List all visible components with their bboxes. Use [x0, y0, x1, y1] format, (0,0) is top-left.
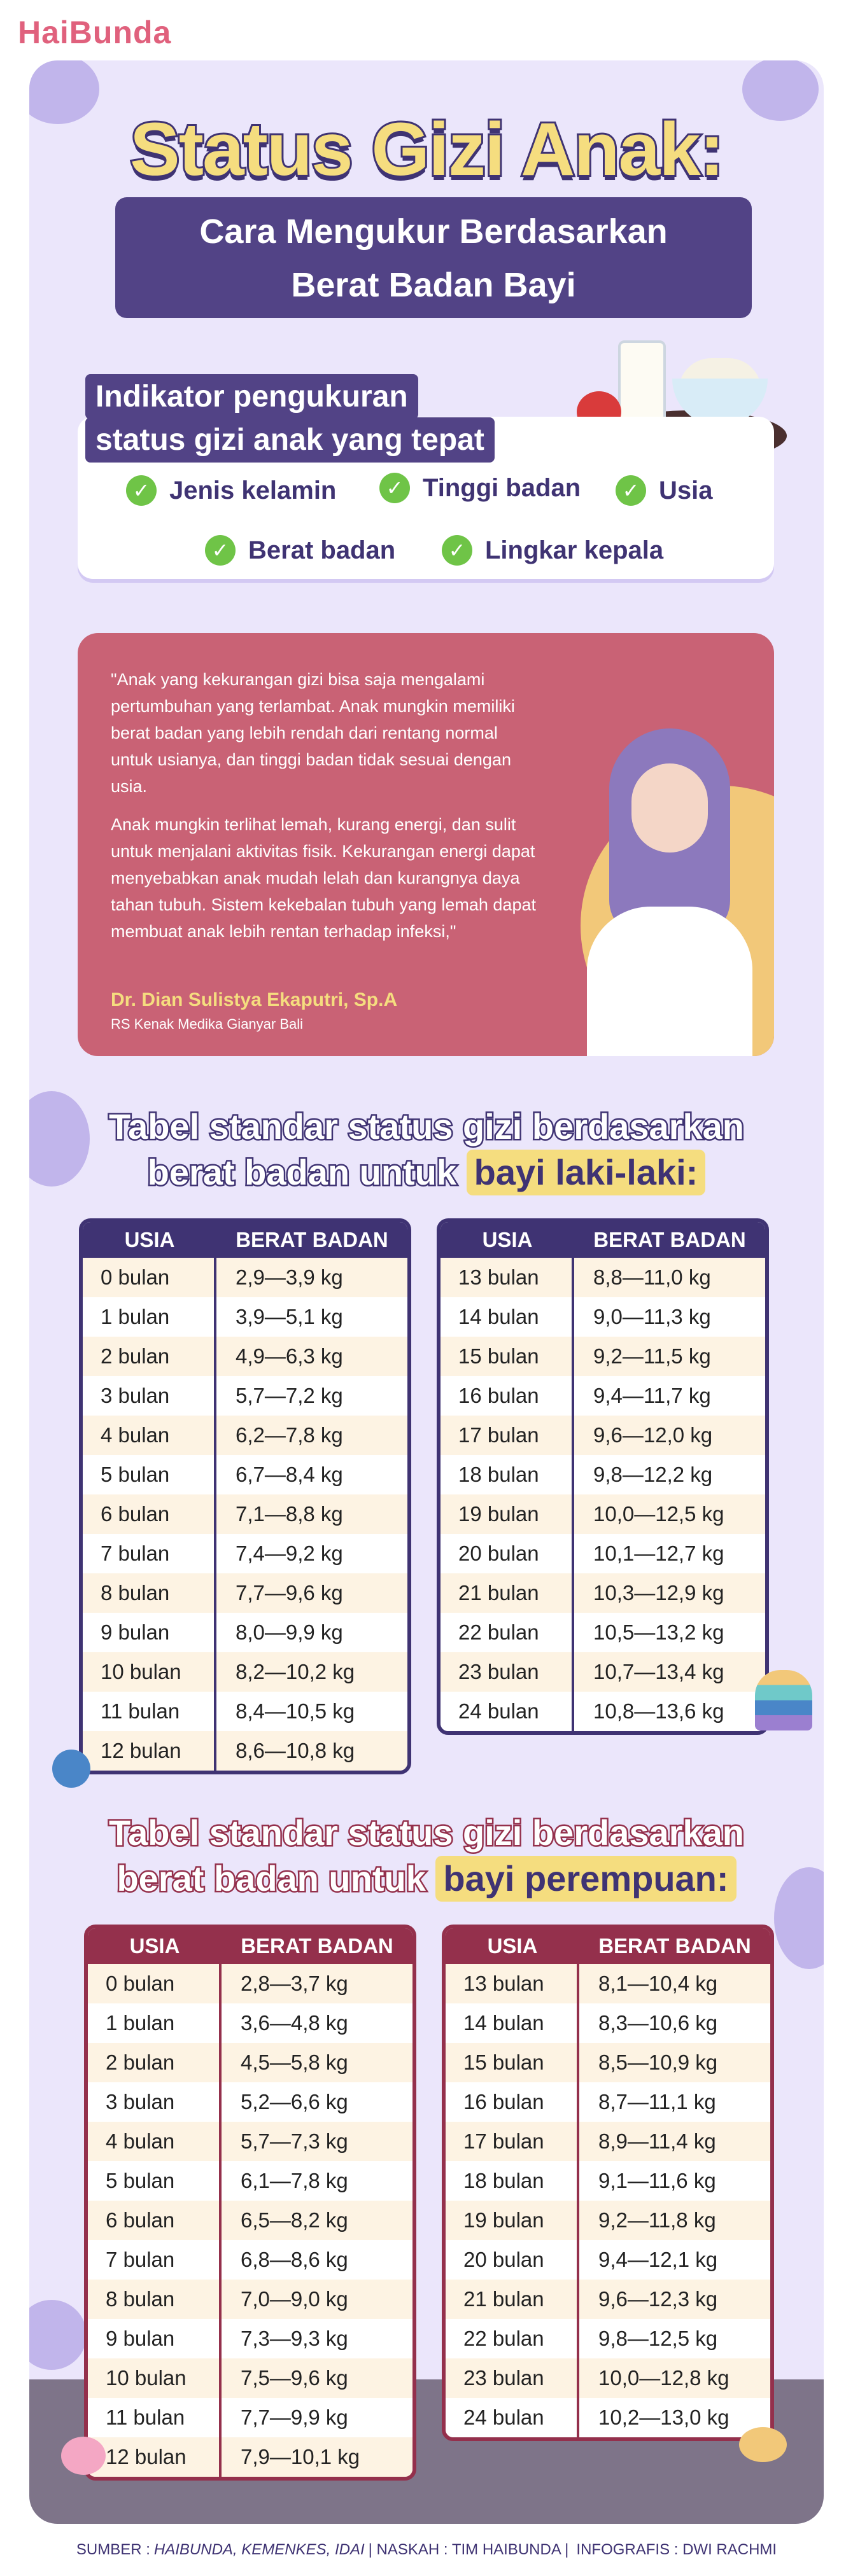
age-cell: 11 bulan: [88, 2398, 222, 2437]
table-row: [441, 1258, 765, 1297]
indicator-item: [442, 535, 663, 566]
quote-text: [111, 666, 544, 956]
table-row: [88, 1964, 412, 2003]
table-row: [83, 1258, 407, 1297]
doctor-photo: [587, 907, 752, 1056]
weight-cell: 9,6—12,3 kg: [579, 2280, 770, 2319]
weight-cell: 7,1—8,8 kg: [216, 1494, 407, 1534]
table-row: [446, 2398, 770, 2437]
table-row: [88, 2122, 412, 2161]
logo: HaiBunda: [18, 15, 172, 50]
table-row: [88, 2201, 412, 2240]
expert-quote-card: [78, 633, 774, 1056]
footer-source-label: SUMBER :: [76, 2541, 150, 2558]
table-row: [446, 1964, 770, 2003]
age-cell: 6 bulan: [83, 1494, 216, 1534]
weight-cell: 7,7—9,9 kg: [222, 2398, 412, 2437]
boys-title-prefix: berat badan untuk: [147, 1152, 457, 1192]
weight-cell: 9,1—11,6 kg: [579, 2161, 770, 2201]
check-circle-icon: ✓: [379, 473, 410, 503]
age-cell: 18 bulan: [441, 1455, 574, 1494]
subtitle-line-2: Berat Badan Bayi: [291, 266, 576, 304]
girls-title-prefix: berat badan untuk: [116, 1858, 426, 1898]
weight-cell: 9,2—11,5 kg: [574, 1337, 765, 1376]
weight-cell: 9,2—11,8 kg: [579, 2201, 770, 2240]
age-cell: 0 bulan: [83, 1258, 216, 1297]
table-row: [446, 2122, 770, 2161]
weight-cell: 3,6—4,8 kg: [222, 2003, 412, 2043]
table-row: [83, 1652, 407, 1692]
indicator-label: Tinggi badan: [423, 473, 581, 502]
indicator-item: [126, 475, 336, 506]
weight-cell: 7,7—9,6 kg: [216, 1573, 407, 1613]
table-row: [446, 2358, 770, 2398]
indicator-item: [205, 535, 395, 566]
weight-cell: 7,0—9,0 kg: [222, 2280, 412, 2319]
table-row: [83, 1376, 407, 1416]
age-cell: 21 bulan: [446, 2280, 579, 2319]
weight-cell: 8,8—11,0 kg: [574, 1258, 765, 1297]
butterfly-icon: [61, 2437, 106, 2475]
col-age-header: USIA: [88, 1928, 222, 1964]
table-row: [441, 1573, 765, 1613]
table-row: [88, 2437, 412, 2477]
table-row: [441, 1534, 765, 1573]
age-cell: 3 bulan: [88, 2082, 222, 2122]
weight-cell: 2,9—3,9 kg: [216, 1258, 407, 1297]
age-cell: 15 bulan: [441, 1337, 574, 1376]
boys-table-left: [79, 1218, 411, 1774]
table-row: [83, 1455, 407, 1494]
age-cell: 8 bulan: [83, 1573, 216, 1613]
col-weight-header: BERAT BADAN: [574, 1222, 765, 1258]
age-cell: 10 bulan: [88, 2358, 222, 2398]
table-row: [88, 2358, 412, 2398]
weight-cell: 10,7—13,4 kg: [574, 1652, 765, 1692]
indicator-label: Jenis kelamin: [169, 476, 337, 505]
weight-cell: 10,3—12,9 kg: [574, 1573, 765, 1613]
age-cell: 5 bulan: [83, 1455, 216, 1494]
table-row: [446, 2082, 770, 2122]
weight-cell: 10,2—13,0 kg: [579, 2398, 770, 2437]
table-row: [441, 1692, 765, 1731]
subtitle-box: [115, 197, 752, 318]
age-cell: 7 bulan: [88, 2240, 222, 2280]
boys-title-highlight: bayi laki-laki:: [467, 1150, 706, 1195]
weight-cell: 8,2—10,2 kg: [216, 1652, 407, 1692]
girls-table-left: [84, 1925, 416, 2481]
col-age-header: USIA: [446, 1928, 579, 1964]
age-cell: 2 bulan: [83, 1337, 216, 1376]
footer: [0, 2524, 853, 2576]
weight-cell: 10,0—12,5 kg: [574, 1494, 765, 1534]
table-row: [83, 1297, 407, 1337]
weight-cell: 6,7—8,4 kg: [216, 1455, 407, 1494]
age-cell: 6 bulan: [88, 2201, 222, 2240]
weight-cell: 7,5—9,6 kg: [222, 2358, 412, 2398]
weight-cell: 5,7—7,2 kg: [216, 1376, 407, 1416]
table-row: [88, 2240, 412, 2280]
indicator-label-line-2: status gizi anak yang tepat: [85, 417, 495, 463]
weight-cell: 9,8—12,2 kg: [574, 1455, 765, 1494]
age-cell: 19 bulan: [446, 2201, 579, 2240]
weight-cell: 8,7—11,1 kg: [579, 2082, 770, 2122]
indicator-label-line-1: Indikator pengukuran: [85, 374, 418, 419]
table-row: [83, 1416, 407, 1455]
quote-author: Dr. Dian Sulistya Ekaputri, Sp.A: [111, 989, 398, 1010]
age-cell: 4 bulan: [88, 2122, 222, 2161]
age-cell: 8 bulan: [88, 2280, 222, 2319]
age-cell: 9 bulan: [83, 1613, 216, 1652]
table-row: [446, 2240, 770, 2280]
table-row: [441, 1494, 765, 1534]
weight-cell: 8,0—9,9 kg: [216, 1613, 407, 1652]
age-cell: 2 bulan: [88, 2043, 222, 2082]
weight-cell: 6,1—7,8 kg: [222, 2161, 412, 2201]
check-circle-icon: ✓: [126, 475, 157, 506]
table-row: [446, 2161, 770, 2201]
table-row: [446, 2280, 770, 2319]
age-cell: 14 bulan: [446, 2003, 579, 2043]
table-row: [446, 2319, 770, 2358]
table-row: [83, 1573, 407, 1613]
weight-cell: 4,5—5,8 kg: [222, 2043, 412, 2082]
stacking-toy-icon: [755, 1670, 812, 1730]
age-cell: 17 bulan: [441, 1416, 574, 1455]
age-cell: 13 bulan: [446, 1964, 579, 2003]
weight-cell: 10,5—13,2 kg: [574, 1613, 765, 1652]
table-row: [88, 2082, 412, 2122]
table-header-row: [446, 1928, 770, 1964]
age-cell: 7 bulan: [83, 1534, 216, 1573]
age-cell: 24 bulan: [441, 1692, 574, 1731]
boys-table-right: [437, 1218, 769, 1735]
weight-cell: 5,7—7,3 kg: [222, 2122, 412, 2161]
table-row: [88, 2043, 412, 2082]
table-row: [446, 2003, 770, 2043]
age-cell: 20 bulan: [441, 1534, 574, 1573]
table-row: [88, 2161, 412, 2201]
age-cell: 1 bulan: [83, 1297, 216, 1337]
age-cell: 4 bulan: [83, 1416, 216, 1455]
col-age-header: USIA: [83, 1222, 216, 1258]
table-row: [441, 1455, 765, 1494]
table-row: [441, 1416, 765, 1455]
weight-cell: 8,6—10,8 kg: [216, 1731, 407, 1771]
check-circle-icon: ✓: [205, 535, 236, 566]
age-cell: 19 bulan: [441, 1494, 574, 1534]
indicator-label: Berat badan: [248, 536, 396, 564]
table-row: [441, 1652, 765, 1692]
age-cell: 24 bulan: [446, 2398, 579, 2437]
girls-table-right: [442, 1925, 774, 2441]
weight-cell: 7,9—10,1 kg: [222, 2437, 412, 2477]
table-row: [88, 2398, 412, 2437]
age-cell: 0 bulan: [88, 1964, 222, 2003]
col-weight-header: BERAT BADAN: [216, 1222, 407, 1258]
table-row: [83, 1337, 407, 1376]
weight-cell: 2,8—3,7 kg: [222, 1964, 412, 2003]
subtitle-line-1: Cara Mengukur Berdasarkan: [199, 212, 668, 251]
weight-cell: 9,6—12,0 kg: [574, 1416, 765, 1455]
table-header-row: [83, 1222, 407, 1258]
quote-institution: RS Kenak Medika Gianyar Bali: [111, 1016, 304, 1032]
indicator-label: Usia: [659, 476, 713, 505]
col-age-header: USIA: [441, 1222, 574, 1258]
age-cell: 12 bulan: [88, 2437, 222, 2477]
header: [0, 0, 853, 60]
table-row: [83, 1534, 407, 1573]
footer-writer: | NASKAH : TIM HAIBUNDA |: [368, 2541, 569, 2558]
weight-cell: 9,4—12,1 kg: [579, 2240, 770, 2280]
age-cell: 5 bulan: [88, 2161, 222, 2201]
table-row: [441, 1337, 765, 1376]
table-header-row: [88, 1928, 412, 1964]
footer-graphics: INFOGRAFIS : DWI RACHMI: [576, 2541, 777, 2558]
check-circle-icon: ✓: [442, 535, 472, 566]
table-row: [441, 1376, 765, 1416]
decor-blob-lower-left: [29, 2300, 87, 2370]
boys-title-line-1: Tabel standar status gizi berdasarkan: [109, 1106, 744, 1146]
age-cell: 16 bulan: [441, 1376, 574, 1416]
weight-cell: 4,9—6,3 kg: [216, 1337, 407, 1376]
bee-icon: [739, 2427, 787, 2462]
table-row: [83, 1613, 407, 1652]
weight-cell: 8,4—10,5 kg: [216, 1692, 407, 1731]
weight-cell: 8,5—10,9 kg: [579, 2043, 770, 2082]
table-row: [446, 2201, 770, 2240]
weight-cell: 10,1—12,7 kg: [574, 1534, 765, 1573]
weight-cell: 8,3—10,6 kg: [579, 2003, 770, 2043]
weight-cell: 7,4—9,2 kg: [216, 1534, 407, 1573]
age-cell: 20 bulan: [446, 2240, 579, 2280]
weight-cell: 3,9—5,1 kg: [216, 1297, 407, 1337]
age-cell: 16 bulan: [446, 2082, 579, 2122]
age-cell: 22 bulan: [441, 1613, 574, 1652]
col-weight-header: BERAT BADAN: [579, 1928, 770, 1964]
age-cell: 14 bulan: [441, 1297, 574, 1337]
table-row: [83, 1494, 407, 1534]
table-row: [83, 1692, 407, 1731]
age-cell: 13 bulan: [441, 1258, 574, 1297]
weight-cell: 9,0—11,3 kg: [574, 1297, 765, 1337]
table-header-row: [441, 1222, 765, 1258]
table-row: [88, 2319, 412, 2358]
check-circle-icon: ✓: [616, 475, 646, 506]
table-row: [446, 2043, 770, 2082]
page-title: Status Gizi Anak:: [129, 108, 723, 191]
age-cell: 15 bulan: [446, 2043, 579, 2082]
quote-paragraph-1: "Anak yang kekurangan gizi bisa saja mengalami pertumbuhan yang terlambat. Anak mungkin memiliki berat badan yang lebih rendah dari rentang normal untuk usianya, dan tinggi badan tidak sesuai dengan usia.: [111, 670, 515, 796]
age-cell: 23 bulan: [441, 1652, 574, 1692]
table-row: [88, 2003, 412, 2043]
quote-paragraph-2: Anak mungkin terlihat lemah, kurang energi, dan sulit untuk menjalani aktivitas fisik. Kekurangan energi dapat menyebabkan anak mudah lelah dan kurangnya daya tahan tubuh. Sistem kekebalan tubuh yang lemah dapat membuat anak lebih rentan terhadap infeksi,": [111, 815, 536, 941]
weight-cell: 9,8—12,5 kg: [579, 2319, 770, 2358]
age-cell: 10 bulan: [83, 1652, 216, 1692]
age-cell: 11 bulan: [83, 1692, 216, 1731]
weight-cell: 7,3—9,3 kg: [222, 2319, 412, 2358]
ball-icon: [52, 1750, 90, 1788]
weight-cell: 6,2—7,8 kg: [216, 1416, 407, 1455]
infographic-card: [29, 60, 824, 2524]
table-row: [441, 1613, 765, 1652]
girls-section-title: [29, 1810, 824, 1902]
weight-cell: 10,8—13,6 kg: [574, 1692, 765, 1731]
age-cell: 9 bulan: [88, 2319, 222, 2358]
weight-cell: 8,1—10,4 kg: [579, 1964, 770, 2003]
age-cell: 17 bulan: [446, 2122, 579, 2161]
girls-title-line-1: Tabel standar status gizi berdasarkan: [109, 1813, 744, 1853]
age-cell: 3 bulan: [83, 1376, 216, 1416]
footer-source-value: HAIBUNDA, KEMENKES, IDAI: [153, 2541, 365, 2558]
weight-cell: 9,4—11,7 kg: [574, 1376, 765, 1416]
indicator-item: [379, 473, 581, 503]
weight-cell: 5,2—6,6 kg: [222, 2082, 412, 2122]
girls-title-highlight: bayi perempuan:: [435, 1856, 736, 1902]
girls-title-line-2: [29, 1856, 824, 1902]
boys-section-title: [29, 1104, 824, 1195]
weight-cell: 8,9—11,4 kg: [579, 2122, 770, 2161]
age-cell: 18 bulan: [446, 2161, 579, 2201]
indicator-item: [616, 475, 713, 506]
age-cell: 1 bulan: [88, 2003, 222, 2043]
doctor-face: [631, 763, 708, 853]
age-cell: 22 bulan: [446, 2319, 579, 2358]
age-cell: 12 bulan: [83, 1731, 216, 1771]
boys-title-line-2: [29, 1150, 824, 1195]
table-row: [441, 1297, 765, 1337]
table-row: [83, 1731, 407, 1771]
table-row: [88, 2280, 412, 2319]
age-cell: 23 bulan: [446, 2358, 579, 2398]
indicator-label: Lingkar kepala: [485, 536, 664, 564]
weight-cell: 6,5—8,2 kg: [222, 2201, 412, 2240]
col-weight-header: BERAT BADAN: [222, 1928, 412, 1964]
age-cell: 21 bulan: [441, 1573, 574, 1613]
weight-cell: 10,0—12,8 kg: [579, 2358, 770, 2398]
weight-cell: 6,8—8,6 kg: [222, 2240, 412, 2280]
